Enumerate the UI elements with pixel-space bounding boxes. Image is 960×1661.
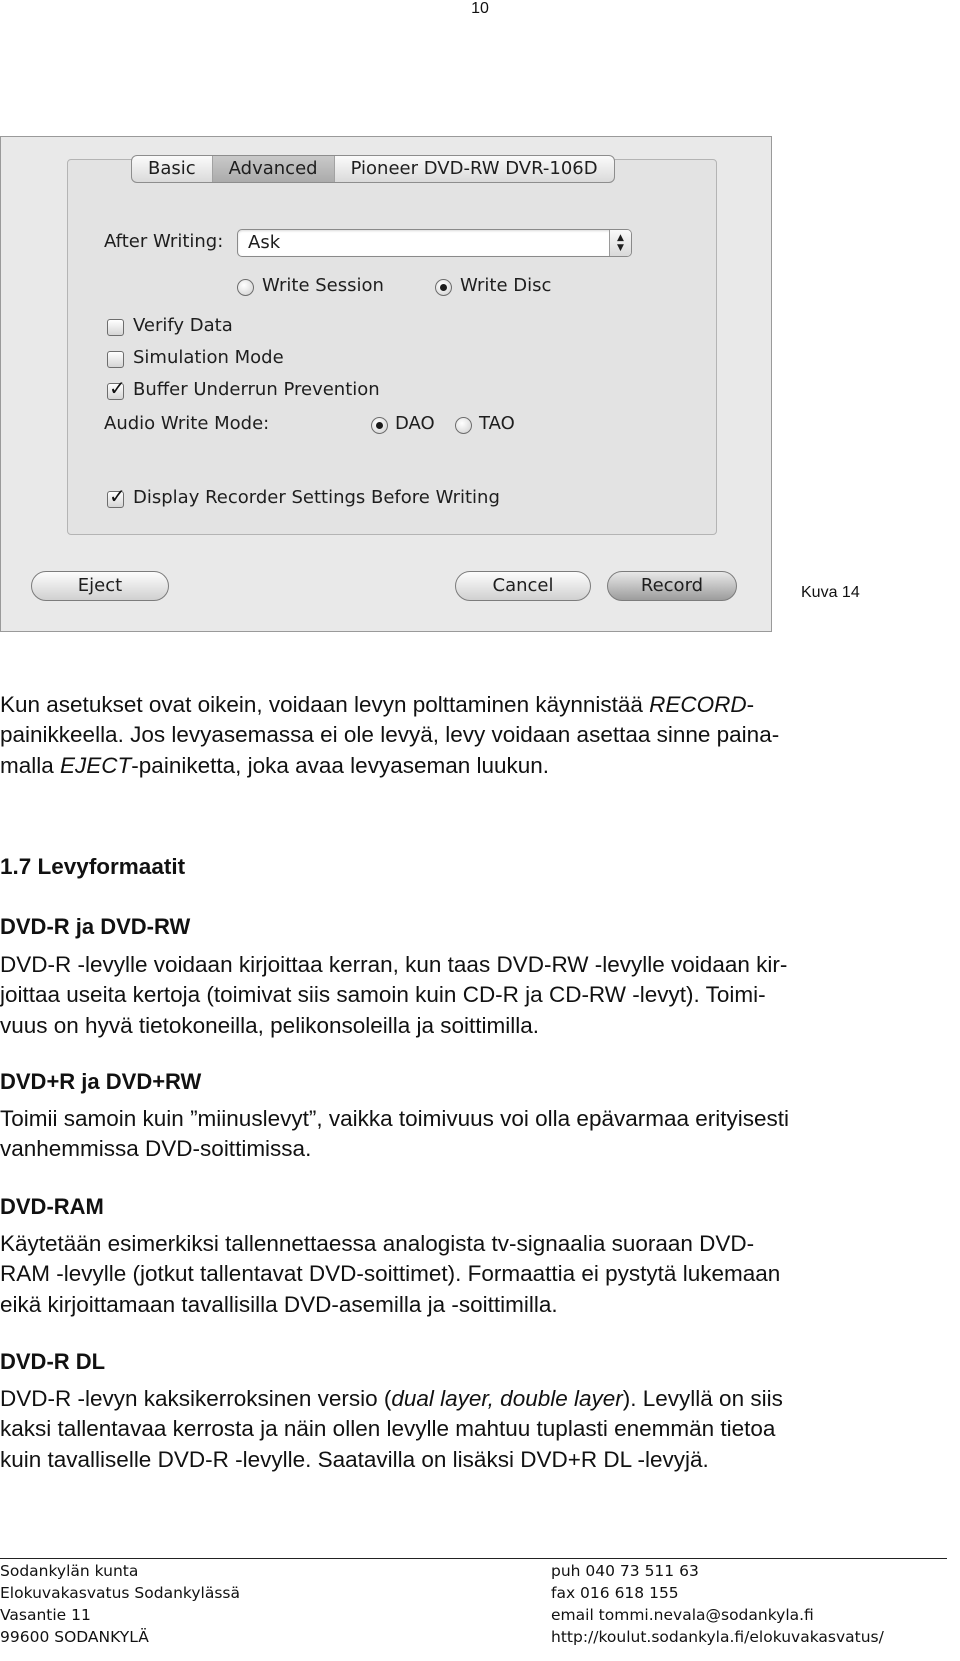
write-session-label: Write Session: [262, 275, 384, 296]
text-line: vanhemmissa DVD-soittimissa.: [0, 1136, 312, 1162]
footer-phone: puh 040 73 511 63: [551, 1562, 699, 1580]
write-disc-radio[interactable]: [435, 279, 452, 296]
write-session-radio[interactable]: [237, 279, 254, 296]
text-line: Käytetään esimerkiksi tallennettaessa analogista tv-signaalia suoraan DVD-: [0, 1231, 755, 1256]
text-line: vuus on hyvä tietokoneilla, pelikonsoleilla ja soittimilla.: [0, 1012, 540, 1038]
footer-left: [0, 1560, 240, 1648]
tab-basic[interactable]: Basic: [132, 156, 213, 182]
write-disc-label: Write Disc: [460, 275, 552, 296]
footer-rule: [0, 1558, 947, 1559]
intro-line-1: Kun asetukset ovat oikein, voidaan levyn polttaminen käynnistää RECORD-: [0, 692, 755, 717]
simulation-mode-label: Simulation Mode: [133, 347, 284, 368]
checkmark-icon: ✓: [109, 376, 126, 400]
figure-caption: Kuva 14: [801, 584, 860, 601]
paragraph-dvd-ram: [0, 1229, 960, 1320]
text-line: DVD-R -levylle voidaan kirjoittaa kerran, kun taas DVD-RW -levylle voidaan kir-: [0, 952, 788, 977]
footer-email[interactable]: email tommi.nevala@sodankyla.fi: [551, 1606, 814, 1624]
tab-pioneer-drive[interactable]: Pioneer DVD-RW DVR-106D: [350, 158, 598, 179]
heading-dvd-plus-r-rw: DVD+R ja DVD+RW: [0, 1069, 202, 1094]
text-line: DVD-R -levyn kaksikerroksinen versio (dual layer, double layer). Levyllä on siis: [0, 1386, 783, 1411]
eject-button[interactable]: Eject: [31, 571, 169, 601]
tab-advanced[interactable]: Advanced: [213, 156, 335, 182]
page-number: 10: [471, 0, 489, 17]
select-arrows-icon: ▲ ▼: [609, 230, 631, 256]
tab-bar: [131, 155, 615, 183]
record-button[interactable]: Record: [607, 571, 737, 601]
intro-line-3: malla EJECT-painiketta, joka avaa levyaseman luukun.: [0, 752, 550, 778]
audio-write-mode-label: Audio Write Mode:: [104, 413, 270, 434]
text-line: Toimii samoin kuin ”miinuslevyt”, vaikka toimivuus voi olla epävarmaa erityisesti: [0, 1106, 790, 1131]
buffer-underrun-label: Buffer Underrun Prevention: [133, 379, 380, 400]
verify-data-label: Verify Data: [133, 315, 233, 336]
footer-website-link[interactable]: http://koulut.sodankyla.fi/elokuvakasvatus/: [551, 1628, 884, 1646]
display-settings-checkbox[interactable]: [107, 484, 126, 508]
section-title: 1.7 Levyformaatit: [0, 854, 186, 879]
text-line: joittaa useita kertoja (toimivat siis samoin kuin CD-R ja CD-RW -levyt). Toimi-: [0, 982, 766, 1008]
after-writing-select[interactable]: [237, 229, 632, 257]
paragraph-dvd-r-rw: [0, 950, 960, 1041]
text-line: kuin tavalliselle DVD-R -levylle. Saatavilla on lisäksi DVD+R DL -levyjä.: [0, 1446, 709, 1472]
footer-right: [551, 1560, 884, 1648]
footer-street: Vasantie 11: [0, 1606, 91, 1624]
heading-dvd-r-dl: DVD-R DL: [0, 1349, 106, 1374]
record-emphasis: RECORD: [649, 692, 747, 717]
dao-radio[interactable]: [371, 417, 388, 434]
checkmark-icon: ✓: [109, 484, 126, 508]
footer-org: Sodankylän kunta: [0, 1562, 139, 1580]
tao-label: TAO: [479, 413, 515, 434]
buffer-underrun-checkbox[interactable]: [107, 376, 126, 400]
text-line: kaksi tallentavaa kerrosta ja näin ollen levylle mahtuu tuplasti enemmän tietoa: [0, 1416, 776, 1442]
paragraph-dvd-r-dl: [0, 1384, 960, 1475]
cancel-button[interactable]: Cancel: [455, 571, 591, 601]
footer-fax: fax 016 618 155: [551, 1584, 679, 1602]
footer-project: Elokuvakasvatus Sodankylässä: [0, 1584, 240, 1602]
verify-data-checkbox[interactable]: [107, 319, 124, 336]
text-line: RAM -levylle (jotkut tallentavat DVD-soittimet). Formaattia ei pystytä lukemaan: [0, 1261, 781, 1287]
simulation-mode-checkbox[interactable]: [107, 351, 124, 368]
tao-radio[interactable]: [455, 417, 472, 434]
burn-dialog-screenshot: [0, 136, 772, 632]
paragraph-dvd-plus-r-rw: [0, 1104, 960, 1165]
dao-label: DAO: [395, 413, 435, 434]
footer-postcode: 99600 SODANKYLÄ: [0, 1628, 149, 1646]
eject-emphasis: EJECT: [60, 752, 132, 778]
heading-dvd-ram: DVD-RAM: [0, 1194, 104, 1219]
dual-layer-emphasis: dual layer, double layer: [391, 1386, 623, 1411]
text-line: eikä kirjoittamaan tavallisilla DVD-asemilla ja -soittimilla.: [0, 1291, 558, 1317]
after-writing-label: After Writing:: [104, 231, 224, 252]
intro-line-2: painikkeella. Jos levyasemassa ei ole levyä, levy voidaan asettaa sinne paina-: [0, 722, 780, 748]
after-writing-value: Ask: [248, 232, 281, 253]
heading-dvd-r-rw: DVD-R ja DVD-RW: [0, 914, 191, 939]
intro-paragraph: [0, 690, 960, 781]
display-settings-label: Display Recorder Settings Before Writing: [133, 487, 500, 508]
